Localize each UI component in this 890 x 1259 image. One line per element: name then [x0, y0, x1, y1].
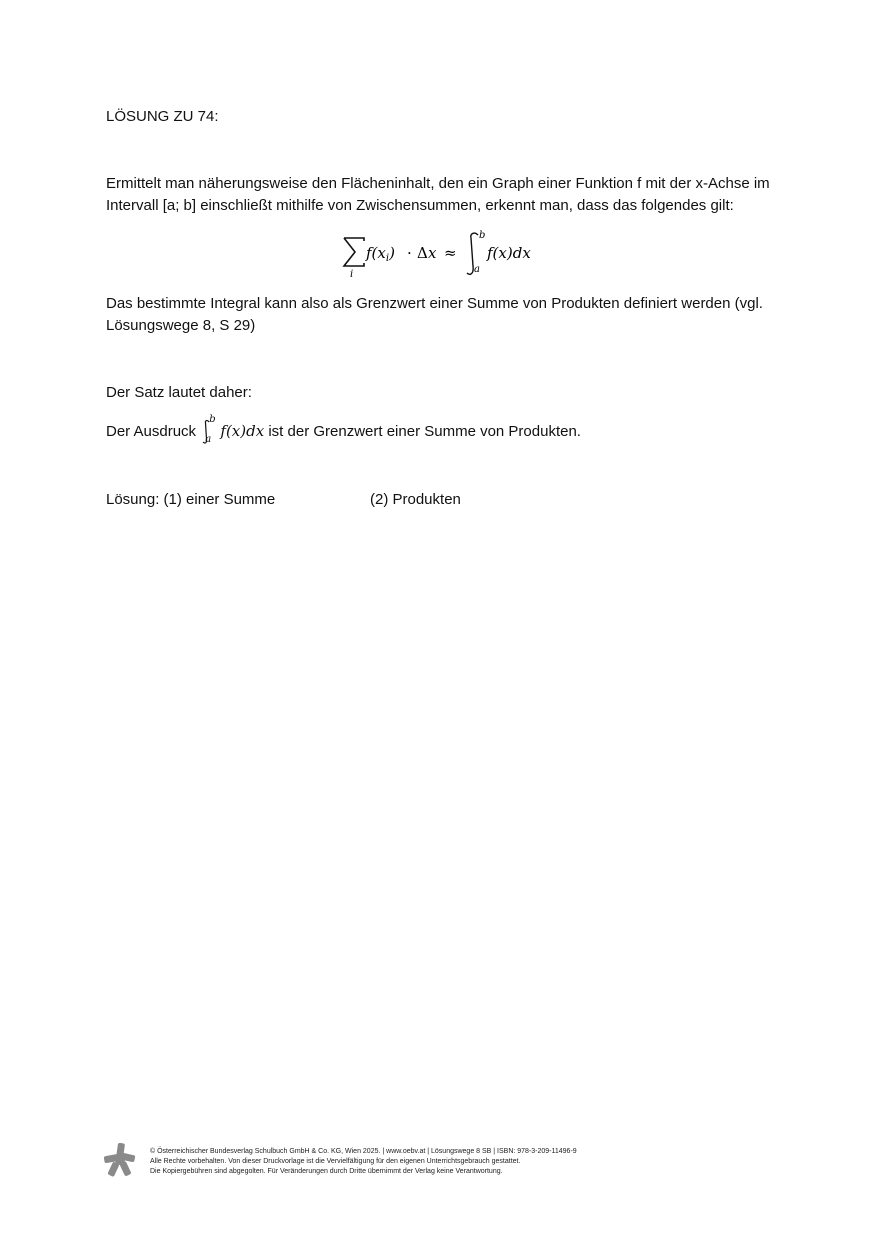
times-operator: ·: [407, 244, 412, 262]
solution-heading: LÖSUNG ZU 74:: [106, 108, 219, 125]
statement-after: ist der Grenzwert einer Summe von Produkten.: [268, 423, 581, 440]
delta-symbol: Δ: [417, 244, 428, 262]
paragraph-1-line-1: Ermittelt man näherungsweise den Flächeninhalt, den ein Graph einer Funktion f mit der x-Achse im: [106, 175, 770, 192]
footer-line-1: © Österreichischer Bundesverlag Schulbuch GmbH & Co. KG, Wien 2025. | www.oebv.at | Lösungswege 8 SB | ISBN: 978-3-209-11496-9: [150, 1148, 577, 1155]
footer-line-3: Die Kopiergebühren sind abgegolten. Für Veränderungen durch Dritte übernimmt der Verlag keine Verantwortung.: [150, 1168, 503, 1175]
riemann-sum-formula: [0, 228, 890, 284]
inline-integrand: f(x)dx: [220, 422, 265, 440]
oebv-logo-icon: [104, 1143, 136, 1177]
statement-before: Der Ausdruck: [106, 423, 197, 440]
statement-line: [106, 414, 581, 447]
summation-sign-icon: [344, 238, 364, 266]
solution-part-1: Lösung: (1) einer Summe: [106, 491, 276, 508]
footer-line-2: Alle Rechte vorbehalten. Von dieser Druckvorlage ist die Vervielfältigung für den eigenen Unterrichtsgebrauch gestattet.: [150, 1158, 521, 1165]
sum-index: i: [350, 269, 354, 280]
paragraph-2-line-2: Lösungswege 8, S 29): [106, 317, 256, 334]
sum-term: $f(x_i)$: [366, 244, 395, 264]
integral-lower-bound: a: [474, 264, 480, 275]
statement-intro: Der Satz lautet daher:: [106, 384, 252, 401]
paragraph-2-line-1: Das bestimmte Integral kann also als Grenzwert einer Summe von Produkten definiert werden (vgl.: [106, 295, 763, 312]
approx-operator: ≈: [444, 244, 457, 262]
inline-integral-upper: b: [209, 414, 216, 425]
integral-upper-bound: b: [479, 230, 486, 241]
inline-integral-lower: a: [205, 434, 212, 445]
paragraph-1-line-2: Intervall [a; b] einschließt mithilfe von Zwischensummen, erkennt man, dass das folgendes gilt:: [106, 197, 734, 214]
delta-variable: x: [428, 244, 437, 262]
integrand: f(x)dx: [487, 244, 531, 262]
solution-part-2: (2) Produkten: [370, 491, 461, 508]
footer-copyright: [150, 1147, 577, 1177]
inline-integral: [202, 414, 216, 445]
